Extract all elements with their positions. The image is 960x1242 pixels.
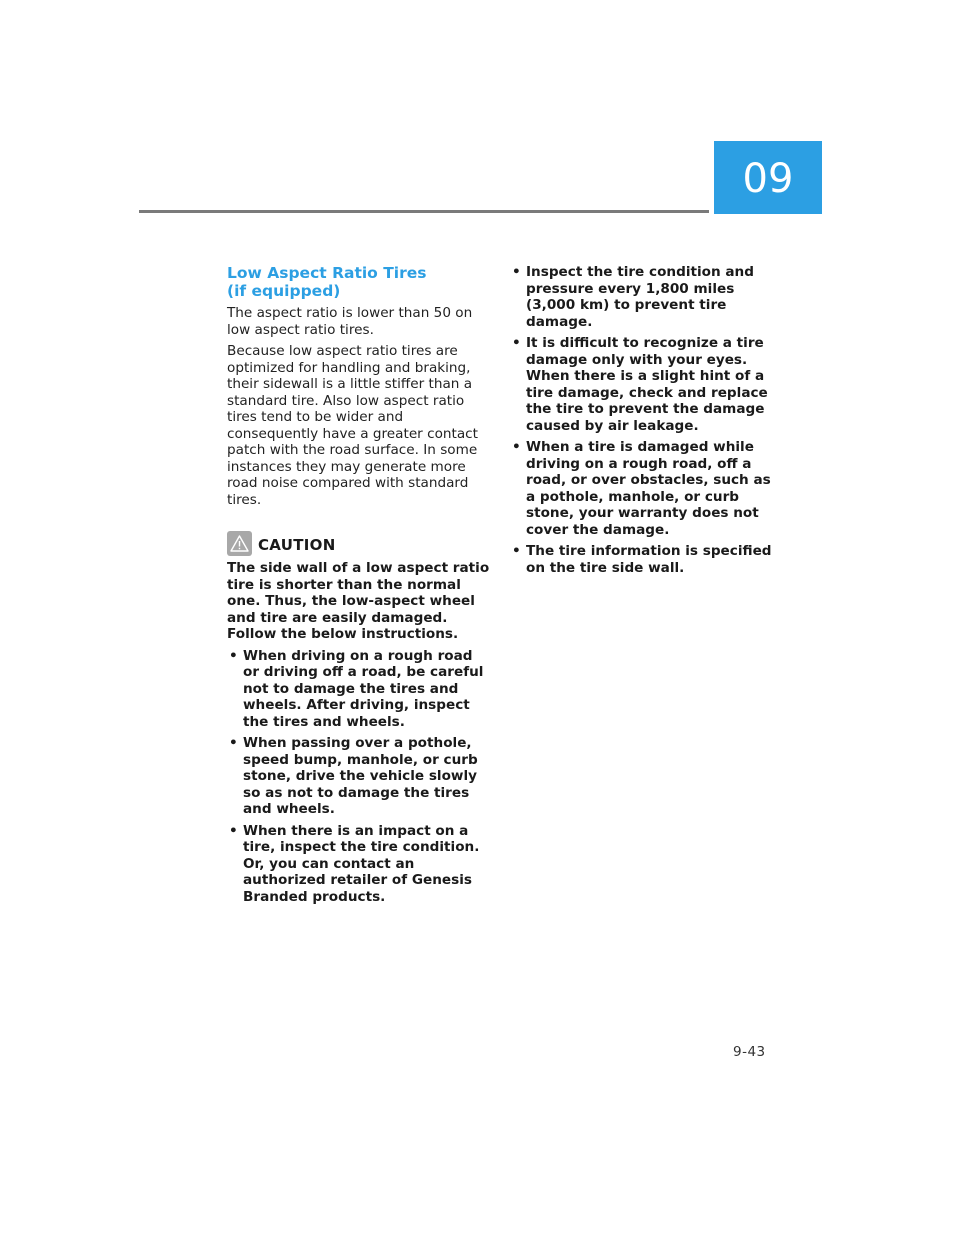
chapter-number: 09	[742, 155, 794, 202]
section-heading	[227, 264, 491, 300]
caution-header	[227, 530, 491, 556]
section-heading-line1: Low Aspect Ratio Tires	[227, 264, 427, 282]
list-item: • Inspect the tire condition and pressure every 1,800 miles (3,000 km) to prevent tire damage.	[512, 264, 754, 330]
section-heading-line2: (if equipped)	[227, 282, 341, 300]
list-item: • It is difficult to recognize a tire damage only with your eyes. When there is a slight hint of a tire damage, check and replace the tire to prevent the damage caused by air leakage.	[512, 335, 768, 434]
list-item: • When passing over a pothole, speed bump, manhole, or curb stone, drive the vehicle slowly so as not to damage the tires and wheels.	[229, 735, 478, 817]
caution-block	[227, 530, 491, 905]
caution-list	[227, 648, 491, 906]
paragraph: The aspect ratio is lower than 50 on low aspect ratio tires.	[227, 305, 473, 338]
list-item: • The tire information is specified on the tire side wall.	[512, 543, 772, 576]
list-item: • When driving on a rough road or driving off a road, be careful not to damage the tires and wheels. After driving, inspect the tires and wheels.	[229, 647, 484, 730]
header-rule	[139, 210, 709, 213]
left-column	[227, 264, 491, 910]
caution-list-continued	[510, 264, 772, 576]
warning-triangle-icon	[227, 531, 252, 556]
caution-intro: The side wall of a low aspect ratio tire is shorter than the normal one. Thus, the low-aspect wheel and tire are easily damaged. Follow the below instructions.	[227, 560, 490, 642]
page-number: 9-43	[733, 1044, 766, 1060]
chapter-tab	[714, 141, 822, 214]
caution-title: CAUTION	[258, 535, 336, 554]
paragraph: Because low aspect ratio tires are optimized for handling and braking, their sidewall is a little stiffer than a standard tire. Also low aspect ratio tires tend to be wider and consequently have a greater contact patch with the road surface. In some instances they may generate more road noise compared with standard tires.	[227, 343, 478, 508]
list-item: • When a tire is damaged while driving on a rough road, off a road, or over obstacles, such as a pothole, manhole, or curb stone, your warranty does not cover the damage.	[512, 439, 771, 538]
right-column	[510, 264, 772, 581]
list-item: • When there is an impact on a tire, inspect the tire condition. Or, you can contact an authorized retailer of Genesis Branded products.	[229, 822, 480, 905]
